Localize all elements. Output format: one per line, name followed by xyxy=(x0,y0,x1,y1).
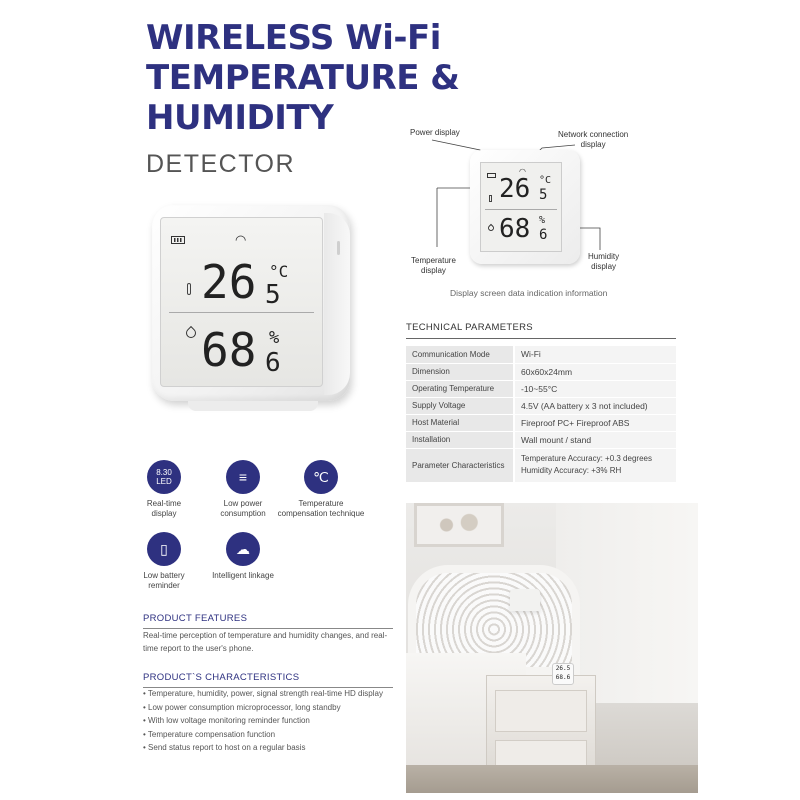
title-line-2: TEMPERATURE & xyxy=(146,58,460,98)
page-subtitle: DETECTOR xyxy=(146,150,296,178)
callout-power: Power display xyxy=(410,128,460,137)
device-screen xyxy=(160,217,323,387)
temp-unit: °C xyxy=(269,262,289,281)
table-row: Parameter Characteristics Temperature Accuracy: +0.3 degrees Humidity Accuracy: +3% RH xyxy=(406,448,676,482)
list-item: • Send status report to host on a regular basis xyxy=(143,741,403,755)
page-title xyxy=(146,18,506,138)
thermometer-icon: ℃ xyxy=(304,460,338,494)
callout-humidity: Humidity display xyxy=(588,252,620,271)
wifi-icon: ◠ xyxy=(235,232,247,247)
scene-drawer xyxy=(495,690,587,732)
diagram-temp-integer: 26 xyxy=(499,174,531,204)
feature-intelligent-linkage: ☁ Intelligent linkage xyxy=(198,532,288,581)
bedroom-photo xyxy=(406,503,698,793)
temp-decimal: 5 xyxy=(265,280,281,310)
table-row: Installation Wall mount / stand xyxy=(406,431,676,448)
product-features-heading: PRODUCT FEATURES xyxy=(143,613,393,629)
diagram-humidity-unit: % xyxy=(539,215,546,226)
device-button xyxy=(337,241,340,255)
humidity-decimal: 6 xyxy=(265,348,281,378)
callout-temperature: Temperature display xyxy=(411,256,456,275)
scene-picture-frame xyxy=(414,503,504,547)
battery-level-icon: ≡ xyxy=(226,460,260,494)
humidity-integer: 68 xyxy=(201,323,257,377)
list-item: • Low power consumption microprocessor, long standby xyxy=(143,701,403,715)
table-row: Operating Temperature -10~55°C xyxy=(406,380,676,397)
diagram-thermometer-icon xyxy=(489,195,492,202)
feature-realtime-display: 8.30 LED Real-time display xyxy=(119,460,209,519)
feature-low-power: ≡ Low power consumption xyxy=(198,460,288,519)
device-side xyxy=(324,213,350,395)
tech-params-heading: TECHNICAL PARAMETERS xyxy=(406,322,676,339)
diagram-temp-decimal: 5 xyxy=(539,187,548,203)
feature-temp-compensation: ℃ Temperature compensation technique xyxy=(276,460,366,519)
title-line-3: HUMIDITY xyxy=(146,98,334,138)
humidity-unit: % xyxy=(269,328,280,348)
scene-floor xyxy=(406,765,698,793)
title-line-1: WIRELESS Wi-Fi xyxy=(146,18,441,58)
cloud-icon: ☁ xyxy=(226,532,260,566)
led-display-icon: 8.30 LED xyxy=(147,460,181,494)
diagram-drop-icon xyxy=(487,224,495,232)
diagram-humidity-decimal: 6 xyxy=(539,227,548,243)
list-item: • Temperature, humidity, power, signal strength real-time HD display xyxy=(143,687,403,701)
device-foot xyxy=(188,401,318,411)
table-row: Host Material Fireproof PC+ Fireproof ABS xyxy=(406,414,676,431)
low-battery-icon: ▯ xyxy=(147,532,181,566)
diagram-wifi-icon: ◠ xyxy=(519,167,526,176)
diagram-screen xyxy=(480,162,562,252)
diagram-caption: Display screen data indication information xyxy=(450,288,608,298)
temp-integer: 26 xyxy=(201,255,257,309)
table-row: Supply Voltage 4.5V (AA battery x 3 not included) xyxy=(406,397,676,414)
diagram-screen-divider xyxy=(485,209,557,210)
characteristics-list xyxy=(143,687,403,755)
tech-params-table xyxy=(406,346,676,483)
thermometer-icon xyxy=(187,283,191,295)
scene-lamp xyxy=(510,589,540,611)
humidity-drop-icon xyxy=(184,326,198,340)
param-humidity-accuracy: Humidity Accuracy: +3% RH xyxy=(521,466,622,475)
product-image xyxy=(146,205,350,405)
table-row: Communication Mode Wi-Fi xyxy=(406,346,676,363)
diagram-device xyxy=(470,150,580,264)
diagram-battery-icon xyxy=(487,173,496,178)
callout-network: Network connection display xyxy=(558,130,629,149)
screen-divider xyxy=(169,312,314,313)
diagram-temp-unit: °C xyxy=(539,175,552,186)
product-features-text: Real-time perception of temperature and humidity changes, and real-time report to the user's phone. xyxy=(143,631,388,653)
diagram-humidity-integer: 68 xyxy=(499,214,531,244)
param-temp-accuracy: Temperature Accuracy: +0.3 degrees xyxy=(521,454,652,463)
characteristics-heading: PRODUCT`S CHARACTERISTICS xyxy=(143,672,393,688)
list-item: • With low voltage monitoring reminder function xyxy=(143,714,403,728)
table-row: Dimension 60x60x24mm xyxy=(406,363,676,380)
scene-device: 26.5 68.6 xyxy=(552,663,574,685)
feature-low-battery: ▯ Low battery reminder xyxy=(119,532,209,591)
battery-icon xyxy=(171,236,185,244)
list-item: • Temperature compensation function xyxy=(143,728,403,742)
